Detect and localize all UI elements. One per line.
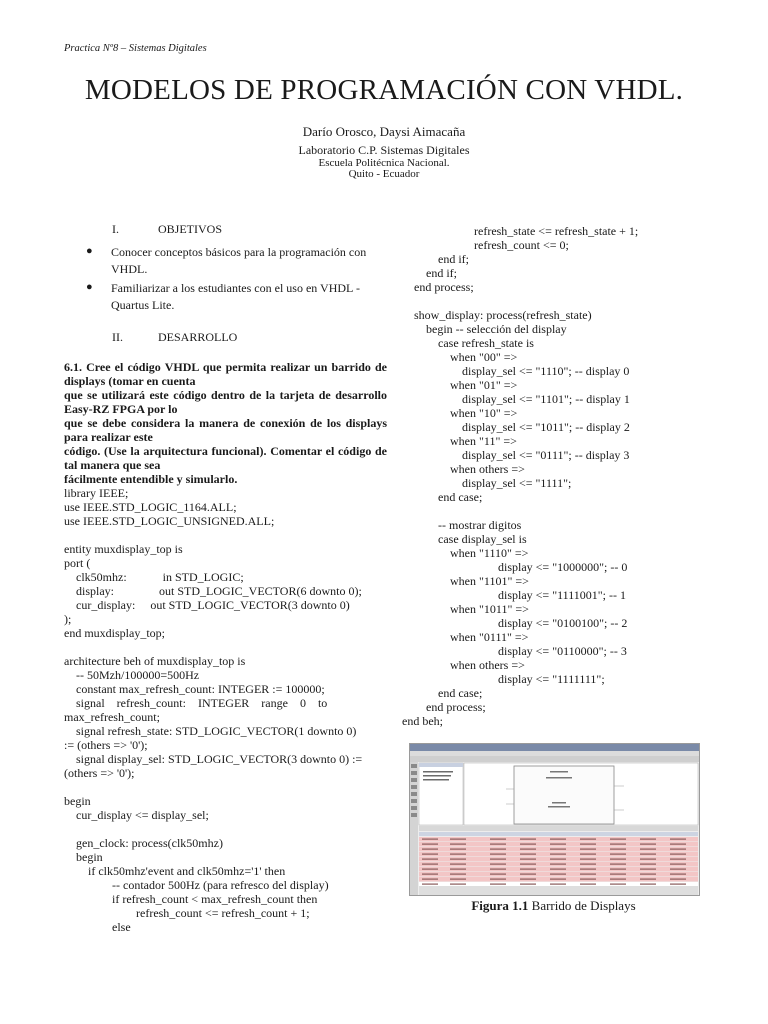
code-line [64, 780, 387, 794]
code-line: if refresh_count < max_refresh_count then [64, 892, 318, 906]
objective-item [86, 280, 387, 314]
right-column [402, 224, 702, 728]
bullet-icon: ● [86, 281, 93, 293]
figure-caption-text: Barrido de Displays [528, 898, 636, 913]
affiliation-school: Escuela Politécnica Nacional. [318, 157, 450, 169]
code-line: when "1101" => [402, 574, 529, 588]
section-number: II. [112, 330, 123, 344]
code-line: case refresh_state is [402, 336, 534, 350]
code-line [64, 528, 387, 542]
code-line: display: out STD_LOGIC_VECTOR(6 downto 0); [64, 584, 362, 598]
code-line [402, 294, 702, 308]
code-line: cur_display <= display_sel; [64, 808, 209, 822]
code-line: display <= "1111001"; -- 1 [402, 588, 626, 602]
code-line: display_sel <= "1110"; -- display 0 [402, 364, 630, 378]
code-line: display <= "0100100"; -- 2 [402, 616, 628, 630]
code-line: -- 50Mzh/100000=500Hz [64, 668, 200, 682]
code-line: begin -- selección del display [402, 322, 567, 336]
code-line: display <= "1111111"; [402, 672, 605, 686]
vhdl-code-left [64, 486, 387, 934]
code-line: end case; [402, 490, 483, 504]
quartus-screenshot-figure [409, 743, 700, 896]
code-line: gen_clock: process(clk50mhz) [64, 836, 223, 850]
code-line: show_display: process(refresh_state) [402, 308, 592, 322]
affiliation-lab: Laboratorio C.P. Sistemas Digitales [298, 143, 470, 157]
code-line: when "1110" => [402, 546, 529, 560]
code-line: when others => [402, 658, 525, 672]
task-line: que se debe considera la manera de conexión de los displays para realizar este [64, 416, 387, 444]
code-line: signal refresh_state: STD_LOGIC_VECTOR(1 downto 0) [64, 724, 357, 738]
affiliation-city: Quito - Ecuador [348, 168, 420, 180]
figure-caption-label: Figura 1.1 [471, 898, 529, 913]
objective-text: Familiarizar a los estudiantes con el uso en VHDL - Quartus Lite. [111, 281, 360, 312]
code-line [402, 504, 702, 518]
code-line: if clk50mhz'event and clk50mhz='1' then [64, 864, 286, 878]
code-line: max_refresh_count; [64, 710, 160, 724]
objective-item [86, 244, 387, 278]
code-line: when "0111" => [402, 630, 529, 644]
code-line: end beh; [402, 714, 443, 728]
code-line: constant max_refresh_count: INTEGER := 100000; [64, 682, 325, 696]
authors: Darío Orosco, Daysi Aimacaña [302, 124, 466, 139]
code-line [64, 640, 387, 654]
task-line: que se utilizará este código dentro de la tarjeta de desarrollo Easy-RZ FPGA por lo [64, 388, 387, 416]
quartus-screenshot-image [410, 744, 699, 895]
code-line: display <= "0110000"; -- 3 [402, 644, 627, 658]
code-line: end case; [402, 686, 483, 700]
code-line: refresh_count <= refresh_count + 1; [64, 906, 310, 920]
code-line: begin [64, 794, 91, 808]
task-statement [64, 360, 387, 486]
section-title: DESARROLLO [158, 330, 238, 344]
code-line: when "01" => [402, 378, 518, 392]
code-line: entity muxdisplay_top is [64, 542, 183, 556]
code-line: end process; [402, 700, 486, 714]
page-title: MODELOS DE PROGRAMACIÓN CON VHDL. [84, 74, 684, 106]
code-line: display <= "1000000"; -- 0 [402, 560, 628, 574]
code-line: end muxdisplay_top; [64, 626, 165, 640]
code-line: else [64, 920, 131, 934]
code-line: case display_sel is [402, 532, 527, 546]
code-line: ); [64, 612, 72, 626]
code-line: -- mostrar digitos [402, 518, 522, 532]
code-line: when "11" => [402, 434, 517, 448]
section-title: OBJETIVOS [158, 222, 223, 236]
code-line: when others => [402, 462, 525, 476]
running-header: Practica Nº8 – Sistemas Digitales [64, 43, 207, 54]
task-line: código. (Use la arquitectura funcional). Comentar el código de tal manera que sea [64, 444, 387, 472]
code-line: architecture beh of muxdisplay_top is [64, 654, 246, 668]
code-line: refresh_state <= refresh_state + 1; [402, 224, 639, 238]
code-line: end if; [402, 266, 457, 280]
section-number: I. [112, 222, 119, 236]
code-line [64, 822, 387, 836]
code-line: port ( [64, 556, 91, 570]
vhdl-code-right [402, 224, 702, 728]
task-line: fácilmente entendible y simularlo. [64, 472, 238, 486]
code-line: display_sel <= "1111"; [402, 476, 572, 490]
code-line: := (others => '0'); [64, 738, 148, 752]
code-line: begin [64, 850, 103, 864]
left-column [64, 222, 387, 934]
task-line: 6.1. Cree el código VHDL que permita realizar un barrido de displays (tomar en cuenta [64, 360, 387, 388]
code-line: display_sel <= "0111"; -- display 3 [402, 448, 630, 462]
code-line: signal refresh_count: INTEGER range 0 to [64, 696, 328, 710]
code-line: when "1011" => [402, 602, 529, 616]
code-line: -- contador 500Hz (para refresco del display) [64, 878, 329, 892]
code-line: (others => '0'); [64, 766, 135, 780]
section-desarrollo-heading [112, 330, 387, 344]
code-line: use IEEE.STD_LOGIC_UNSIGNED.ALL; [64, 514, 275, 528]
objective-text: Conocer conceptos básicos para la programación con VHDL. [111, 245, 367, 276]
code-line: display_sel <= "1011"; -- display 2 [402, 420, 630, 434]
code-line: library IEEE; [64, 486, 129, 500]
code-line: use IEEE.STD_LOGIC_1164.ALL; [64, 500, 237, 514]
code-line: clk50mhz: in STD_LOGIC; [64, 570, 244, 584]
code-line: end process; [402, 280, 474, 294]
figure-caption [409, 898, 698, 914]
code-line: end if; [402, 252, 469, 266]
code-line: when "00" => [402, 350, 518, 364]
code-line: refresh_count <= 0; [402, 238, 569, 252]
code-line: display_sel <= "1101"; -- display 1 [402, 392, 630, 406]
section-objetivos-heading [112, 222, 387, 236]
code-line: when "10" => [402, 406, 518, 420]
code-line: signal display_sel: STD_LOGIC_VECTOR(3 downto 0) := [64, 752, 363, 766]
bullet-icon: ● [86, 245, 93, 257]
code-line: cur_display: out STD_LOGIC_VECTOR(3 downto 0) [64, 598, 350, 612]
